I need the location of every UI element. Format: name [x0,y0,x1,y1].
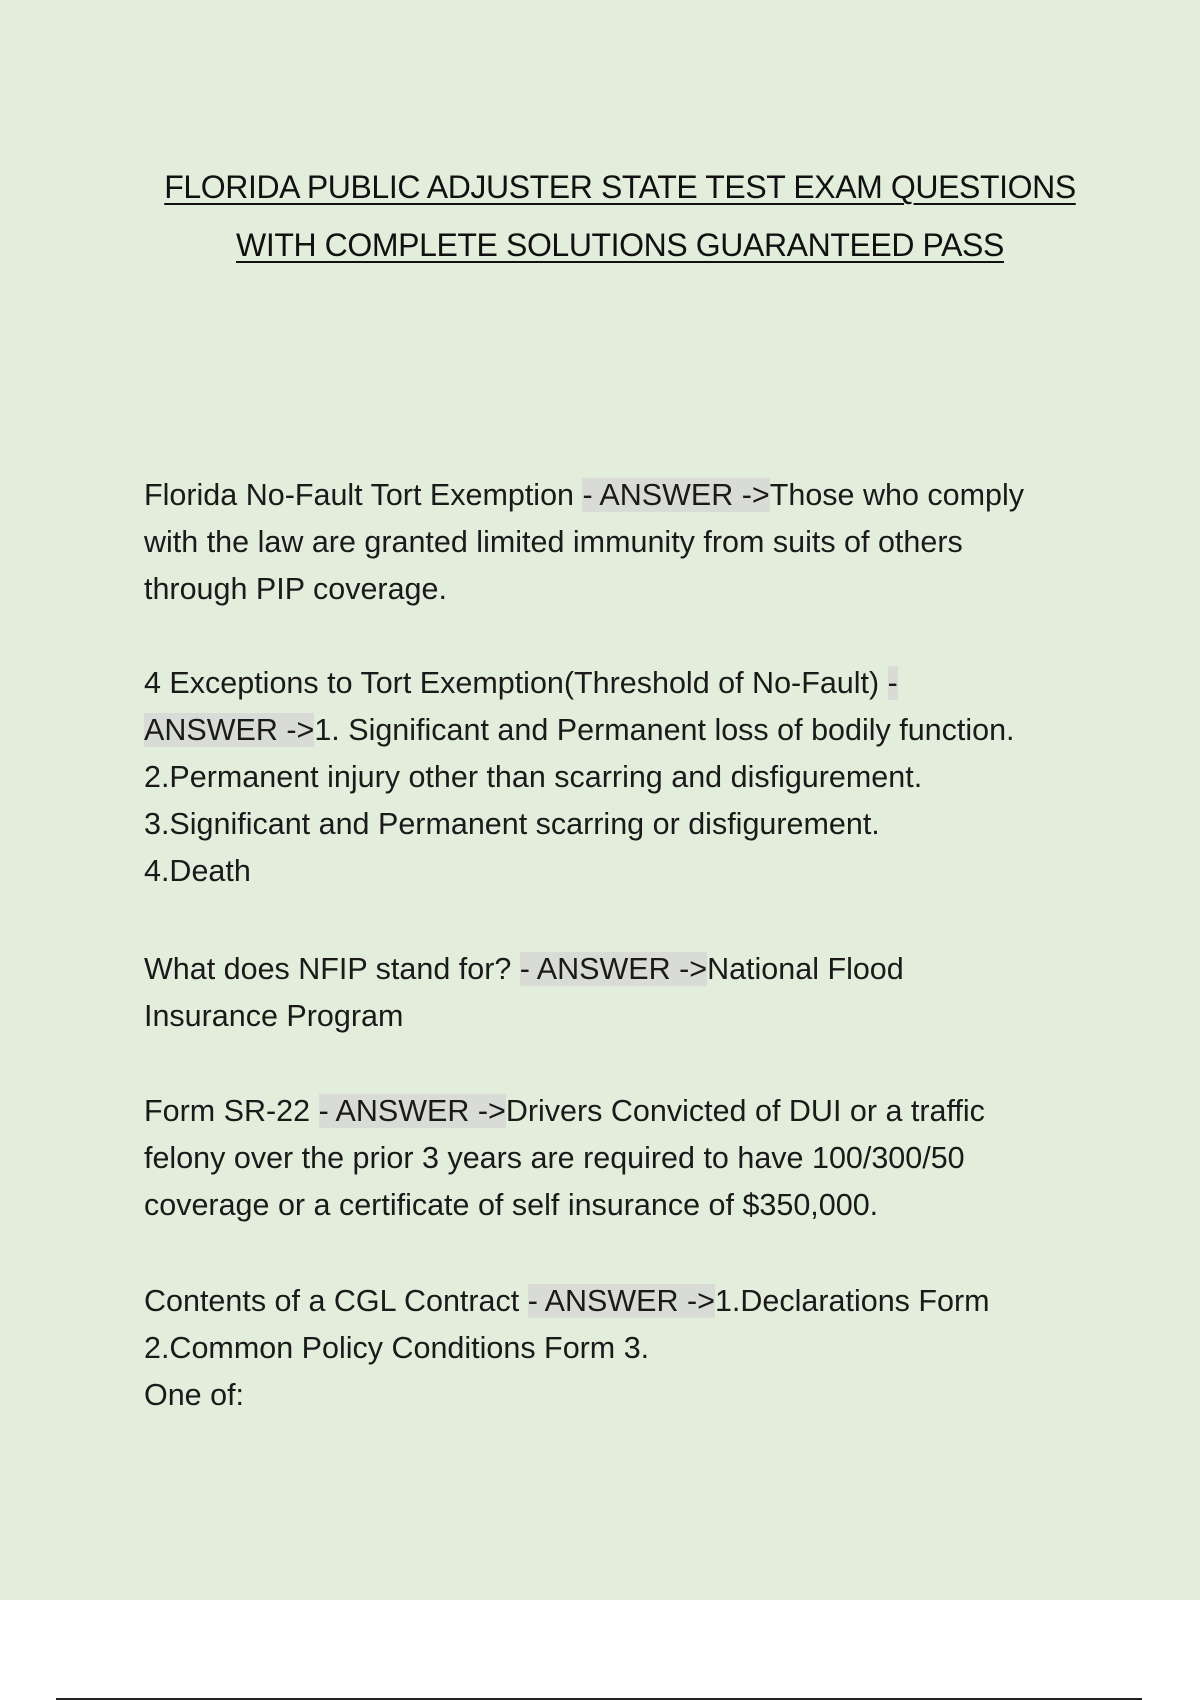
answer-text: Those who comply [769,478,1025,512]
answer-text: National Flood [707,952,904,986]
title-line-1: FLORIDA PUBLIC ADJUSTER STATE TEST EXAM QUESTIONS [164,169,1076,205]
answer-line: through PIP coverage. [144,572,447,606]
question-text: Contents of a CGL Contract [144,1284,528,1318]
answer-line: One of: [144,1378,245,1412]
answer-line: Insurance Program [144,999,404,1033]
answer-line: felony over the prior 3 years are required to have 100/300/50 [144,1141,965,1175]
qa-first-line [144,1088,1104,1135]
answer-text: 1. Significant and Permanent loss of bodily function. [314,713,1015,747]
question-text: What does NFIP stand for? [144,952,520,986]
answer-marker: - ANSWER -> [519,952,708,986]
question-text: Florida No-Fault Tort Exemption [144,478,583,512]
question-text: Form SR-22 [144,1094,319,1128]
answer-line: 2.Permanent injury other than scarring and disfigurement. [144,760,923,794]
title-line-2: WITH COMPLETE SOLUTIONS GUARANTEED PASS [236,227,1004,263]
qa-first-line [144,660,1104,707]
answer-text: Drivers Convicted of DUI or a traffic [505,1094,985,1128]
answer-line: with the law are granted limited immunity from suits of others [144,525,963,559]
question-text: 4 Exceptions to Tort Exemption(Threshold of No-Fault) [144,666,888,700]
answer-marker: - ANSWER -> [527,1284,715,1318]
qa-item [144,1278,1104,1419]
answer-line: 2.Common Policy Conditions Form 3. [144,1331,650,1365]
answer-marker-part: - [887,666,898,700]
qa-first-line [144,472,1104,519]
qa-first-line [144,946,1104,993]
qa-second-line [144,707,1104,754]
qa-first-line [144,1278,1104,1325]
qa-item [144,660,1104,895]
answer-marker-part: ANSWER -> [144,713,315,747]
qa-item [144,946,1104,1040]
answer-marker: - ANSWER -> [318,1094,506,1128]
answer-line: 3.Significant and Permanent scarring or disfigurement. [144,807,880,841]
answer-line: 4.Death [144,854,251,888]
qa-item [144,472,1104,613]
answer-line: coverage or a certificate of self insurance of $350,000. [144,1188,879,1222]
qa-item [144,1088,1104,1229]
answer-text: 1.Declarations Form [714,1284,990,1318]
answer-marker: - ANSWER -> [582,478,770,512]
document-title [100,158,1140,274]
